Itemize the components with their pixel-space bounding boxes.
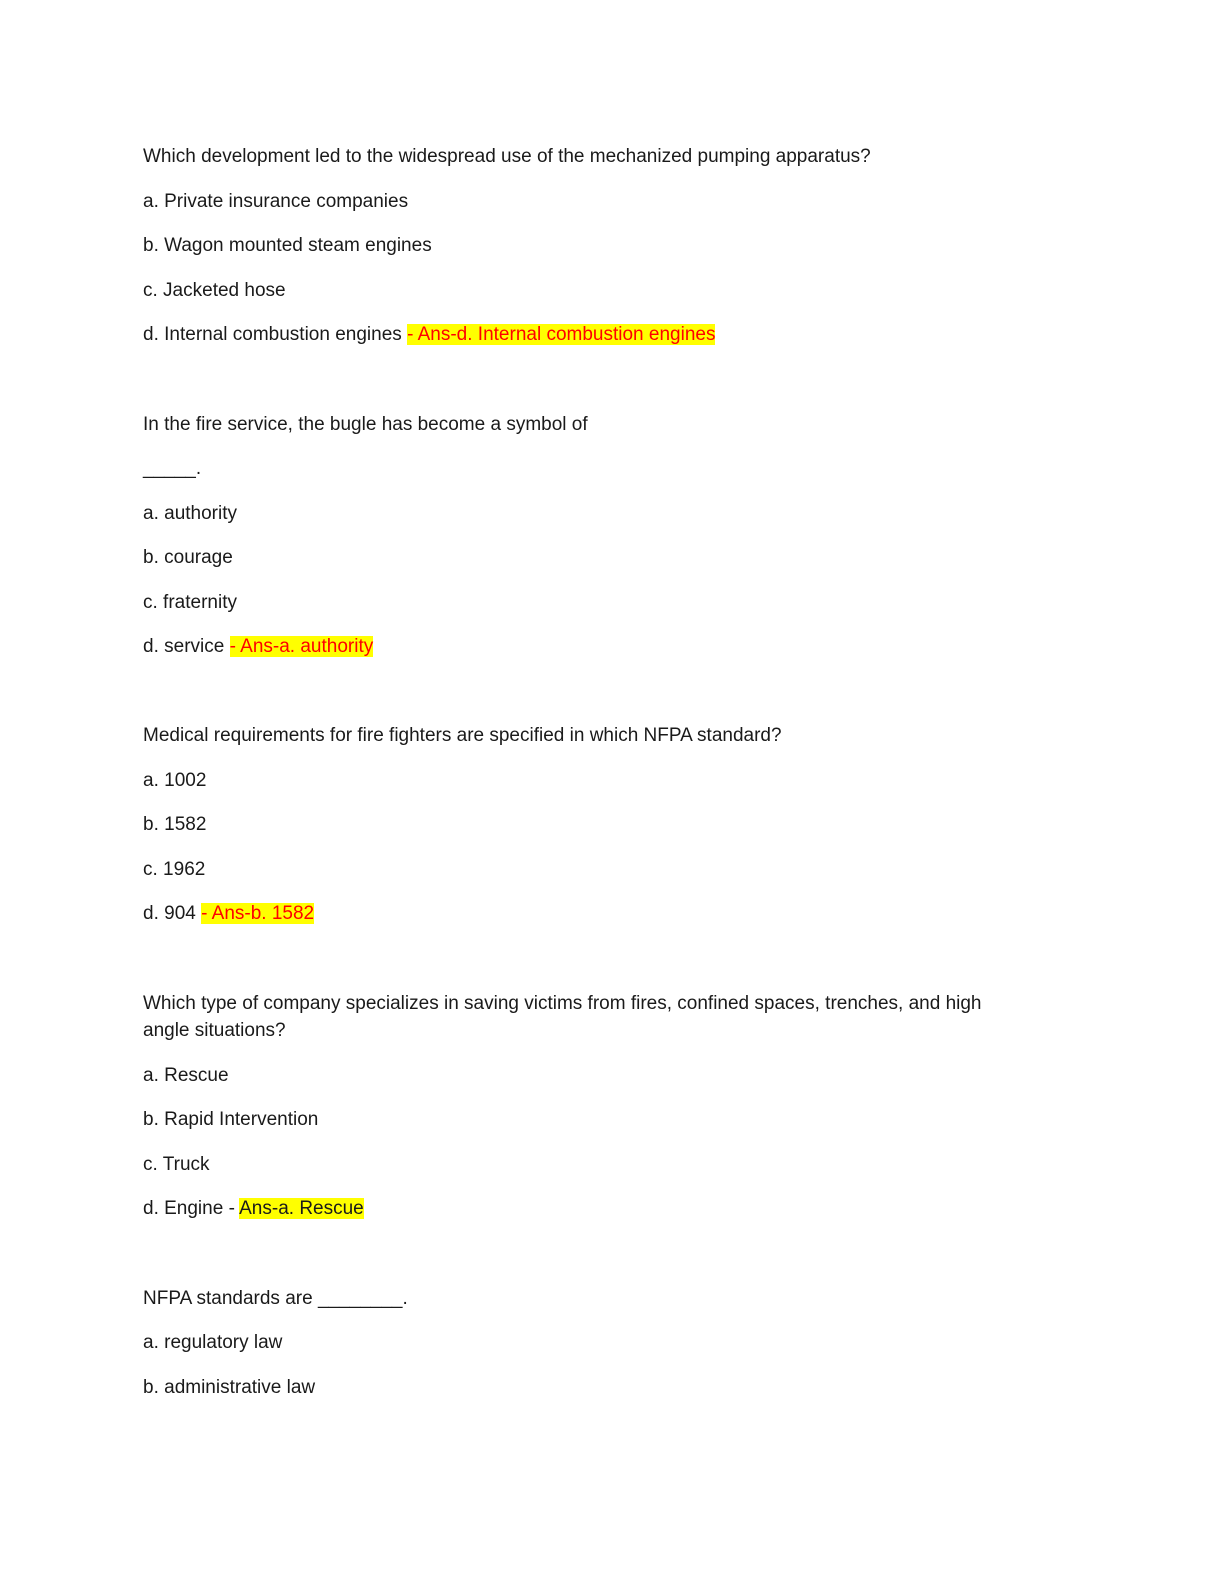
question-3-option-d: d. 904	[143, 903, 202, 924]
question-2-option-b: b. courage	[143, 547, 233, 568]
question-2-stem: In the fire service, the bugle has become a symbol of	[143, 414, 588, 435]
question-1-answer: - Ans-d. Internal combustion engines	[407, 324, 716, 345]
question-2-option-c: c. fraternity	[143, 592, 237, 613]
question-5-option-b: b. administrative law	[143, 1377, 316, 1398]
question-1-option-a: a. Private insurance companies	[143, 191, 409, 212]
question-3-option-d-line	[143, 900, 314, 927]
question-1-option-b: b. Wagon mounted steam engines	[143, 235, 432, 256]
question-4-option-c: c. Truck	[143, 1154, 210, 1175]
question-3-option-b: b. 1582	[143, 814, 207, 835]
question-4-option-d-line	[143, 1195, 364, 1222]
question-3-stem: Medical requirements for fire fighters are specified in which NFPA standard?	[143, 725, 782, 746]
question-1-option-d: d. Internal combustion engines	[143, 324, 408, 345]
question-4-option-a: a. Rescue	[143, 1065, 229, 1086]
question-5-stem: NFPA standards are ________.	[143, 1288, 408, 1309]
question-2-option-d: d. service	[143, 636, 230, 657]
question-4-option-d: d. Engine -	[143, 1198, 240, 1219]
question-1-option-c: c. Jacketed hose	[143, 280, 286, 301]
question-2-answer: - Ans-a. authority	[229, 636, 374, 657]
question-3-option-c: c. 1962	[143, 859, 206, 880]
question-4-stem-line-2: angle situations?	[143, 1020, 286, 1041]
question-2-option-a: a. authority	[143, 503, 237, 524]
question-1-option-d-line	[143, 321, 715, 348]
question-2-blank: _____.	[143, 458, 202, 479]
question-3-option-a: a. 1002	[143, 770, 207, 791]
question-4-stem-line-1: Which type of company specializes in saving victims from fires, confined spaces, trenches, and high	[143, 993, 982, 1014]
question-3-answer: - Ans-b. 1582	[201, 903, 315, 924]
question-4-answer: Ans-a. Rescue	[239, 1198, 364, 1219]
question-4-option-b: b. Rapid Intervention	[143, 1109, 319, 1130]
question-5-option-a: a. regulatory law	[143, 1332, 283, 1353]
question-1-stem: Which development led to the widespread use of the mechanized pumping apparatus?	[143, 146, 871, 167]
question-2-option-d-line	[143, 633, 373, 660]
